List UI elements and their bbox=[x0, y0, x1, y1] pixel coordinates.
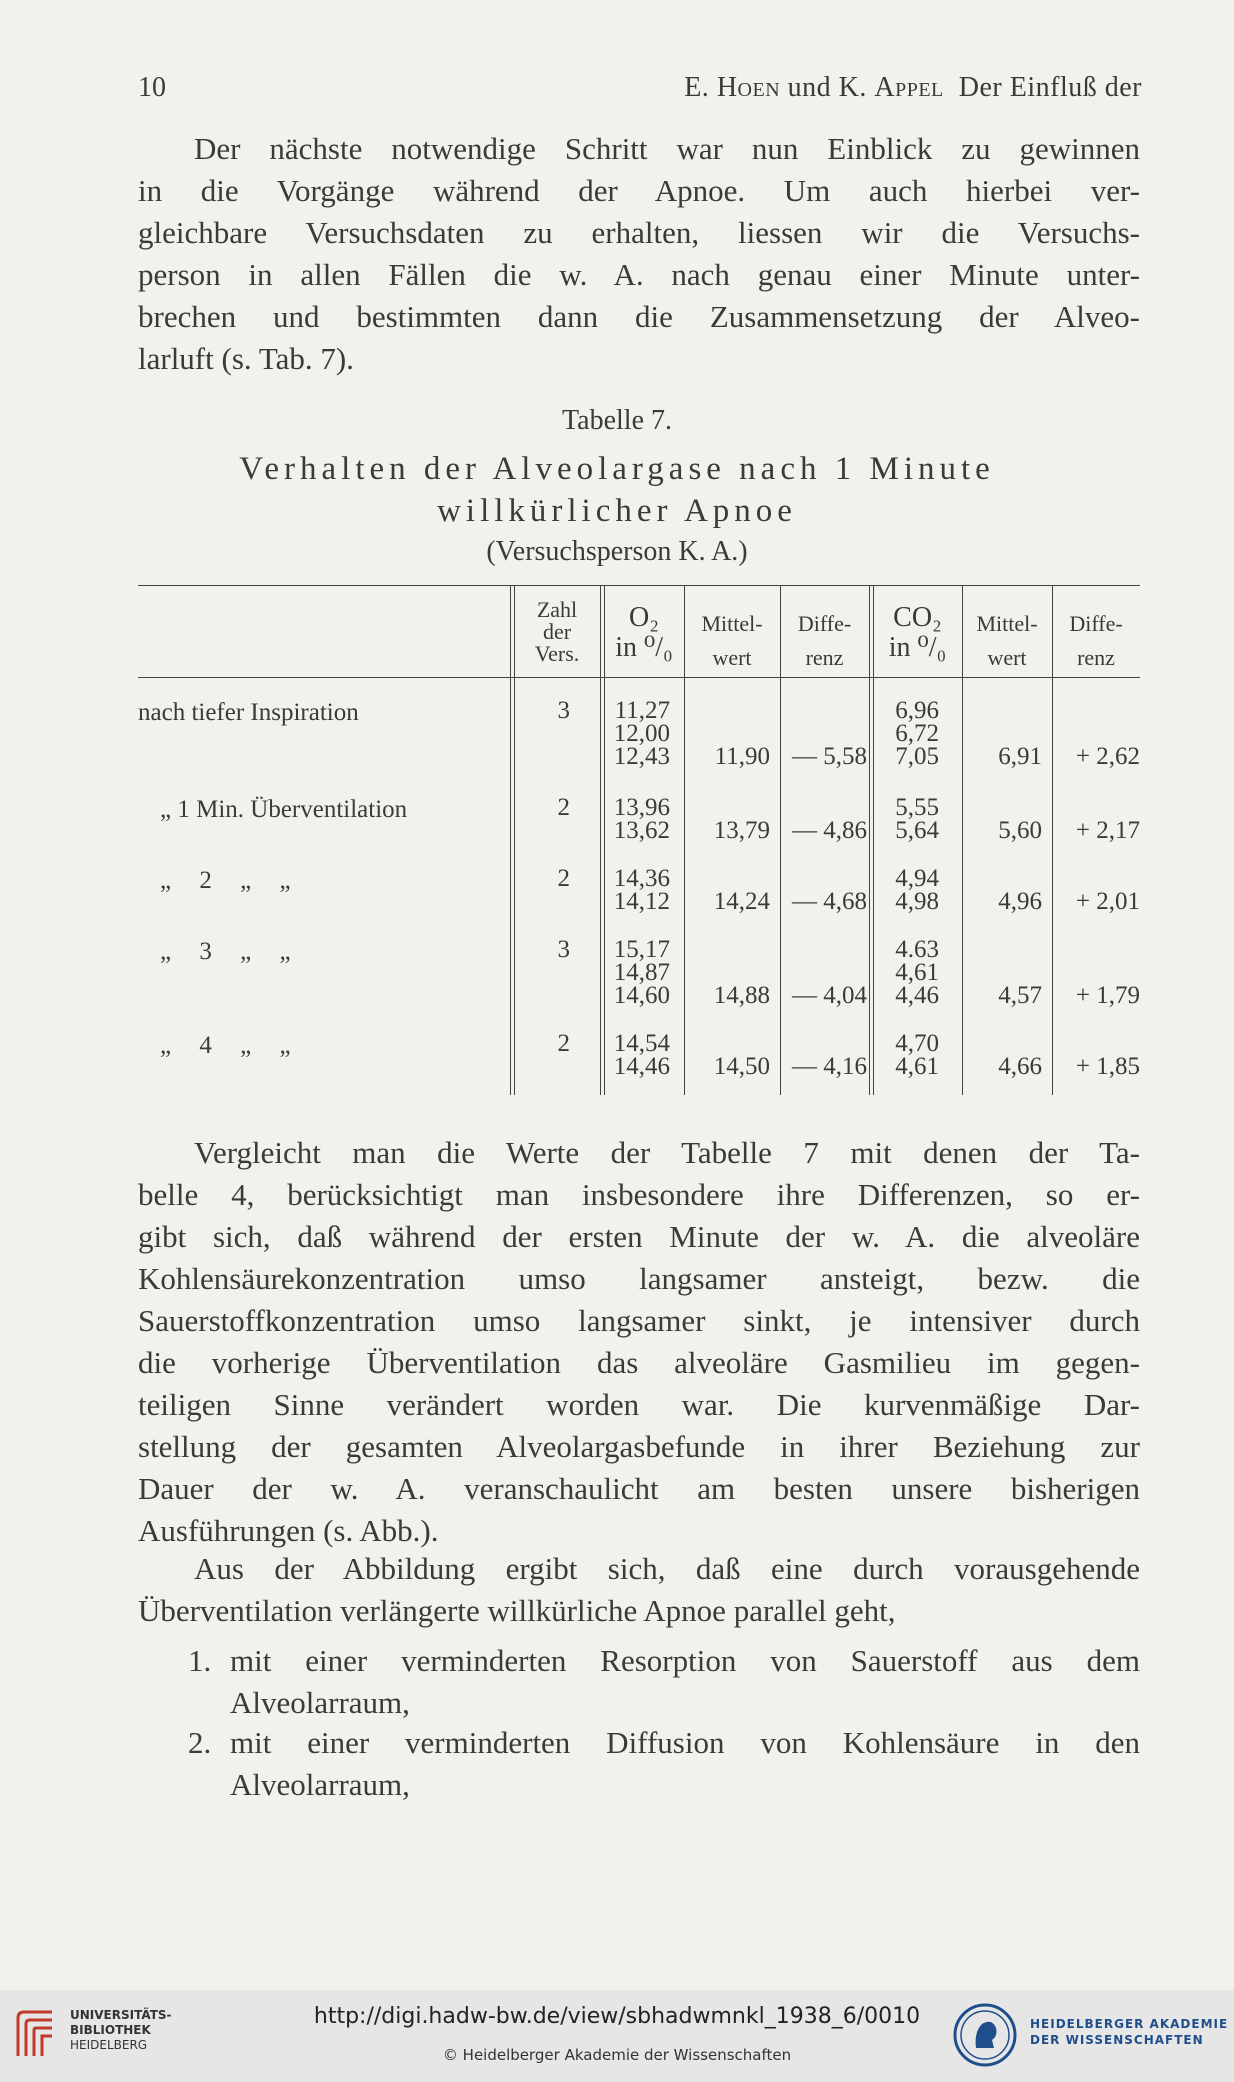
academy-seal-icon bbox=[952, 2002, 1018, 2068]
o2-cell: 14,87 bbox=[613, 959, 670, 986]
list-text bbox=[230, 1640, 1140, 1724]
text-line: Überventilation verlängerte willkürliche Apnoe parallel geht, bbox=[138, 1593, 896, 1628]
row-label: „ 1 Min. Überventilation bbox=[160, 796, 408, 823]
co2-diff-cell: + 2,62 bbox=[1075, 743, 1140, 770]
o2-mean-cell: 14,50 bbox=[713, 1053, 770, 1080]
header-text: Vers. bbox=[534, 641, 580, 666]
co2-cell: 4,70 bbox=[895, 1030, 939, 1057]
co2-cell: 7,05 bbox=[895, 743, 939, 770]
source-url-link[interactable]: http://digi.hadw-bw.de/view/sbhadwmnkl_1938_6/0010 bbox=[313, 2004, 921, 2029]
col-rule bbox=[600, 585, 601, 1095]
running-header bbox=[138, 72, 1142, 112]
header-text: Mittel- bbox=[701, 611, 763, 636]
co2-diff-cell: + 1,79 bbox=[1075, 982, 1140, 1009]
o2-mean-cell: 11,90 bbox=[714, 743, 770, 770]
text-line: Ausführungen (s. Abb.). bbox=[138, 1513, 439, 1548]
header-zahl bbox=[514, 599, 600, 665]
header-text: O₂ bbox=[629, 602, 659, 633]
header-text: Zahl bbox=[536, 597, 578, 622]
row-label: „ 4 „ „ bbox=[160, 1032, 291, 1059]
library-name-line: UNIVERSITÄTS- bbox=[70, 2008, 172, 2022]
co2-mean-cell: 4,96 bbox=[998, 888, 1042, 915]
header-co2 bbox=[873, 603, 962, 663]
o2-mean-cell: 13,79 bbox=[713, 817, 770, 844]
co2-cell: 4,46 bbox=[895, 982, 939, 1009]
header-text: in ⁰/₀ bbox=[888, 632, 947, 663]
text-line: mit einer verminderten Diffusion von Kohlensäure in den bbox=[230, 1725, 1140, 1760]
text-line: belle 4, berücksichtigt man insbesondere ihre Differenzen, so er- bbox=[138, 1177, 1140, 1212]
text-line: brechen und bestimmten dann die Zusammensetzung der Alveo- bbox=[138, 299, 1140, 334]
o2-cell: 12,43 bbox=[613, 743, 670, 770]
header-mittelwert-co2 bbox=[962, 607, 1052, 675]
co2-mean-cell: 4,57 bbox=[998, 982, 1042, 1009]
co2-diff-cell: + 1,85 bbox=[1075, 1053, 1140, 1080]
co2-mean-cell: 4,66 bbox=[998, 1053, 1042, 1080]
header-text: renz bbox=[1077, 645, 1115, 670]
o2-cell: 13,96 bbox=[613, 794, 670, 821]
table-top-rule bbox=[138, 585, 1140, 586]
co2-cell: 6,96 bbox=[895, 697, 939, 724]
header-differenz-o2 bbox=[780, 607, 869, 675]
intro-paragraph bbox=[138, 128, 1140, 380]
paragraph-3 bbox=[138, 1548, 1140, 1632]
o2-cell: 15,17 bbox=[613, 936, 670, 963]
o2-diff-cell: — 4,16 bbox=[792, 1053, 867, 1080]
text-line: Sauerstoffkonzentration umso langsamer sinkt, je intensiver durch bbox=[138, 1303, 1140, 1338]
header-text: renz bbox=[805, 645, 844, 670]
academy-name bbox=[1030, 2016, 1228, 2048]
co2-diff-cell: + 2,17 bbox=[1075, 817, 1140, 844]
header-text: Mittel- bbox=[976, 611, 1038, 636]
o2-diff-cell: — 4,86 bbox=[792, 817, 867, 844]
co2-mean-cell: 6,91 bbox=[998, 743, 1042, 770]
list-text bbox=[230, 1722, 1140, 1806]
co2-diff-cell: + 2,01 bbox=[1075, 888, 1140, 915]
academy-name-line: DER WISSENSCHAFTEN bbox=[1030, 2033, 1204, 2047]
co2-cell: 4,61 bbox=[895, 959, 939, 986]
row-label: „ 2 „ „ bbox=[160, 867, 291, 894]
o2-cell: 11,27 bbox=[614, 697, 670, 724]
text-line: Der nächste notwendige Schritt war nun Einblick zu gewinnen bbox=[194, 131, 1140, 166]
co2-cell: 5,55 bbox=[895, 794, 939, 821]
table-title-line-1: Verhalten der Alveolargase nach 1 Minute bbox=[239, 451, 995, 487]
library-name-line: BIBLIOTHEK bbox=[70, 2023, 151, 2037]
author-2-name: Appel bbox=[874, 72, 944, 103]
digitization-footer bbox=[0, 1990, 1234, 2082]
o2-cell: 13,62 bbox=[613, 817, 670, 844]
co2-cell: 5,64 bbox=[895, 817, 939, 844]
text-line: Dauer der w. A. veranschaulicht am besten unsere bisherigen bbox=[138, 1471, 1140, 1506]
text-line: gleichbare Versuchsdaten zu erhalten, liessen wir die Versuchs- bbox=[138, 215, 1140, 250]
table-header-rule bbox=[138, 677, 1140, 678]
table-subtitle: (Versuchsperson K. A.) bbox=[486, 536, 748, 567]
header-text: CO₂ bbox=[893, 602, 942, 633]
count-cell: 2 bbox=[557, 1030, 570, 1057]
text-line: person in allen Fällen die w. A. nach genau einer Minute unter- bbox=[138, 257, 1140, 292]
o2-mean-cell: 14,24 bbox=[713, 888, 770, 915]
header-text: Diffe- bbox=[1069, 611, 1123, 636]
o2-diff-cell: — 5,58 bbox=[792, 743, 867, 770]
list-number: 2. bbox=[188, 1725, 212, 1760]
co2-cell: 4,94 bbox=[895, 865, 939, 892]
co2-cell: 4.63 bbox=[895, 936, 939, 963]
list-item bbox=[138, 1640, 1140, 1724]
col-rule bbox=[869, 585, 870, 1095]
author-1-name: Hoen bbox=[716, 72, 781, 103]
connector: und bbox=[787, 72, 832, 103]
header-text: Diffe- bbox=[797, 611, 852, 636]
paragraph-2 bbox=[138, 1132, 1140, 1552]
o2-cell: 14,60 bbox=[613, 982, 670, 1009]
row-label: nach tiefer Inspiration bbox=[138, 699, 359, 726]
list-number: 1. bbox=[188, 1643, 212, 1678]
text-line: Kohlensäurekonzentration umso langsamer ansteigt, bezw. die bbox=[138, 1261, 1140, 1296]
o2-cell: 14,12 bbox=[613, 888, 670, 915]
header-text: wert bbox=[712, 645, 752, 670]
o2-diff-cell: — 4,68 bbox=[792, 888, 867, 915]
text-line: Alveolarraum, bbox=[230, 1767, 410, 1802]
row-label: „ 3 „ „ bbox=[160, 938, 291, 965]
co2-cell: 4,98 bbox=[895, 888, 939, 915]
copyright-notice: © Heidelberger Akademie der Wissenschaften bbox=[442, 2046, 792, 2064]
running-title bbox=[684, 72, 1142, 104]
text-line: teiligen Sinne verändert worden war. Die kurvenmäßige Dar- bbox=[138, 1387, 1140, 1422]
header-differenz-co2 bbox=[1052, 607, 1140, 675]
col-rule bbox=[510, 585, 511, 1095]
text-line: gibt sich, daß während der ersten Minute der w. A. die alveoläre bbox=[138, 1219, 1140, 1254]
library-name-line: HEIDELBERG bbox=[70, 2038, 148, 2052]
header-text: in ⁰/₀ bbox=[615, 632, 673, 663]
author-1-prefix: E. bbox=[684, 72, 710, 103]
header-mittelwert-o2 bbox=[684, 607, 780, 675]
header-text: der bbox=[542, 619, 572, 644]
co2-cell: 6,72 bbox=[895, 720, 939, 747]
running-title-text: Der Einfluß der bbox=[958, 72, 1142, 103]
list-item bbox=[138, 1722, 1140, 1806]
data-table bbox=[138, 585, 1140, 1095]
header-o2 bbox=[604, 603, 684, 663]
text-line: in die Vorgänge während der Apnoe. Um auch hierbei ver- bbox=[138, 173, 1140, 208]
text-line: die vorherige Überventilation das alveoläre Gasmilieu im gegen- bbox=[138, 1345, 1140, 1380]
count-cell: 2 bbox=[557, 865, 570, 892]
table-title bbox=[0, 448, 1234, 532]
header-text: wert bbox=[987, 645, 1027, 670]
academy-name-line: HEIDELBERGER AKADEMIE bbox=[1030, 2017, 1229, 2031]
text-line: Aus der Abbildung ergibt sich, daß eine durch vorausgehende bbox=[194, 1551, 1140, 1586]
o2-cell: 12,00 bbox=[613, 720, 670, 747]
o2-mean-cell: 14,88 bbox=[713, 982, 770, 1009]
o2-diff-cell: — 4,04 bbox=[792, 982, 867, 1009]
o2-cell: 14,36 bbox=[613, 865, 670, 892]
count-cell: 3 bbox=[557, 697, 570, 724]
table-title-line-2: willkürlicher Apnoe bbox=[437, 493, 797, 529]
page-number: 10 bbox=[138, 72, 166, 103]
text-line: Vergleicht man die Werte der Tabelle 7 mit denen der Ta- bbox=[194, 1135, 1140, 1170]
co2-mean-cell: 5,60 bbox=[998, 817, 1042, 844]
text-line: mit einer verminderten Resorption von Sauerstoff aus dem bbox=[230, 1643, 1140, 1678]
text-line: Alveolarraum, bbox=[230, 1685, 410, 1720]
count-cell: 3 bbox=[557, 936, 570, 963]
author-2-prefix: K. bbox=[838, 72, 867, 103]
count-cell: 2 bbox=[557, 794, 570, 821]
text-line: stellung der gesamten Alveolargasbefunde in ihrer Beziehung zur bbox=[138, 1429, 1140, 1464]
table-number: Tabelle 7. bbox=[562, 405, 672, 436]
o2-cell: 14,46 bbox=[613, 1053, 670, 1080]
text-line: larluft (s. Tab. 7). bbox=[138, 341, 354, 376]
o2-cell: 14,54 bbox=[613, 1030, 670, 1057]
co2-cell: 4,61 bbox=[895, 1053, 939, 1080]
